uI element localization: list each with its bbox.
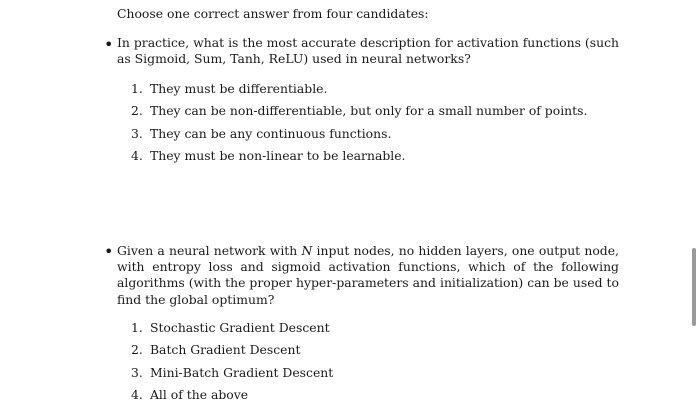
question-2-option-1: 1. Stochastic Gradient Descent [131, 320, 330, 335]
question-2-options [131, 320, 333, 409]
question-2-text: Given a neural network with N input nodes, no hidden layers, one output node, with entropy loss and sigmoid activation functions, which of the following algorithms (with the proper hyper-parameters and initialization) can be used to find the global optimum? [117, 243, 619, 307]
question-1-options [131, 81, 587, 170]
question-1-option-2: 2. They can be non-differentiable, but only for a small number of points. [131, 103, 588, 119]
scrollbar[interactable] [692, 248, 696, 326]
question-1-option-1: 1. They must be differentiable. [131, 81, 328, 96]
variable-n: N [301, 243, 313, 258]
question-2-option-2: 2. Batch Gradient Descent [131, 342, 301, 358]
question-2-option-3: 3. Mini-Batch Gradient Descent [131, 364, 334, 380]
question-1-option-4: 4. They must be non-linear to be learnable. [131, 147, 406, 163]
question-1-option-3: 3. They can be any continuous functions. [131, 125, 392, 141]
question-2-option-4: 4. All of the above [131, 386, 249, 402]
question-1-text: In practice, what is the most accurate description for activation functions (such as Sigmoid, Sum, Tanh, ReLU) used in neural networks? [117, 35, 619, 67]
bullet-icon: • [104, 35, 114, 54]
bullet-icon: • [104, 242, 114, 261]
instruction-text: Choose one correct answer from four candidates: [117, 6, 429, 21]
